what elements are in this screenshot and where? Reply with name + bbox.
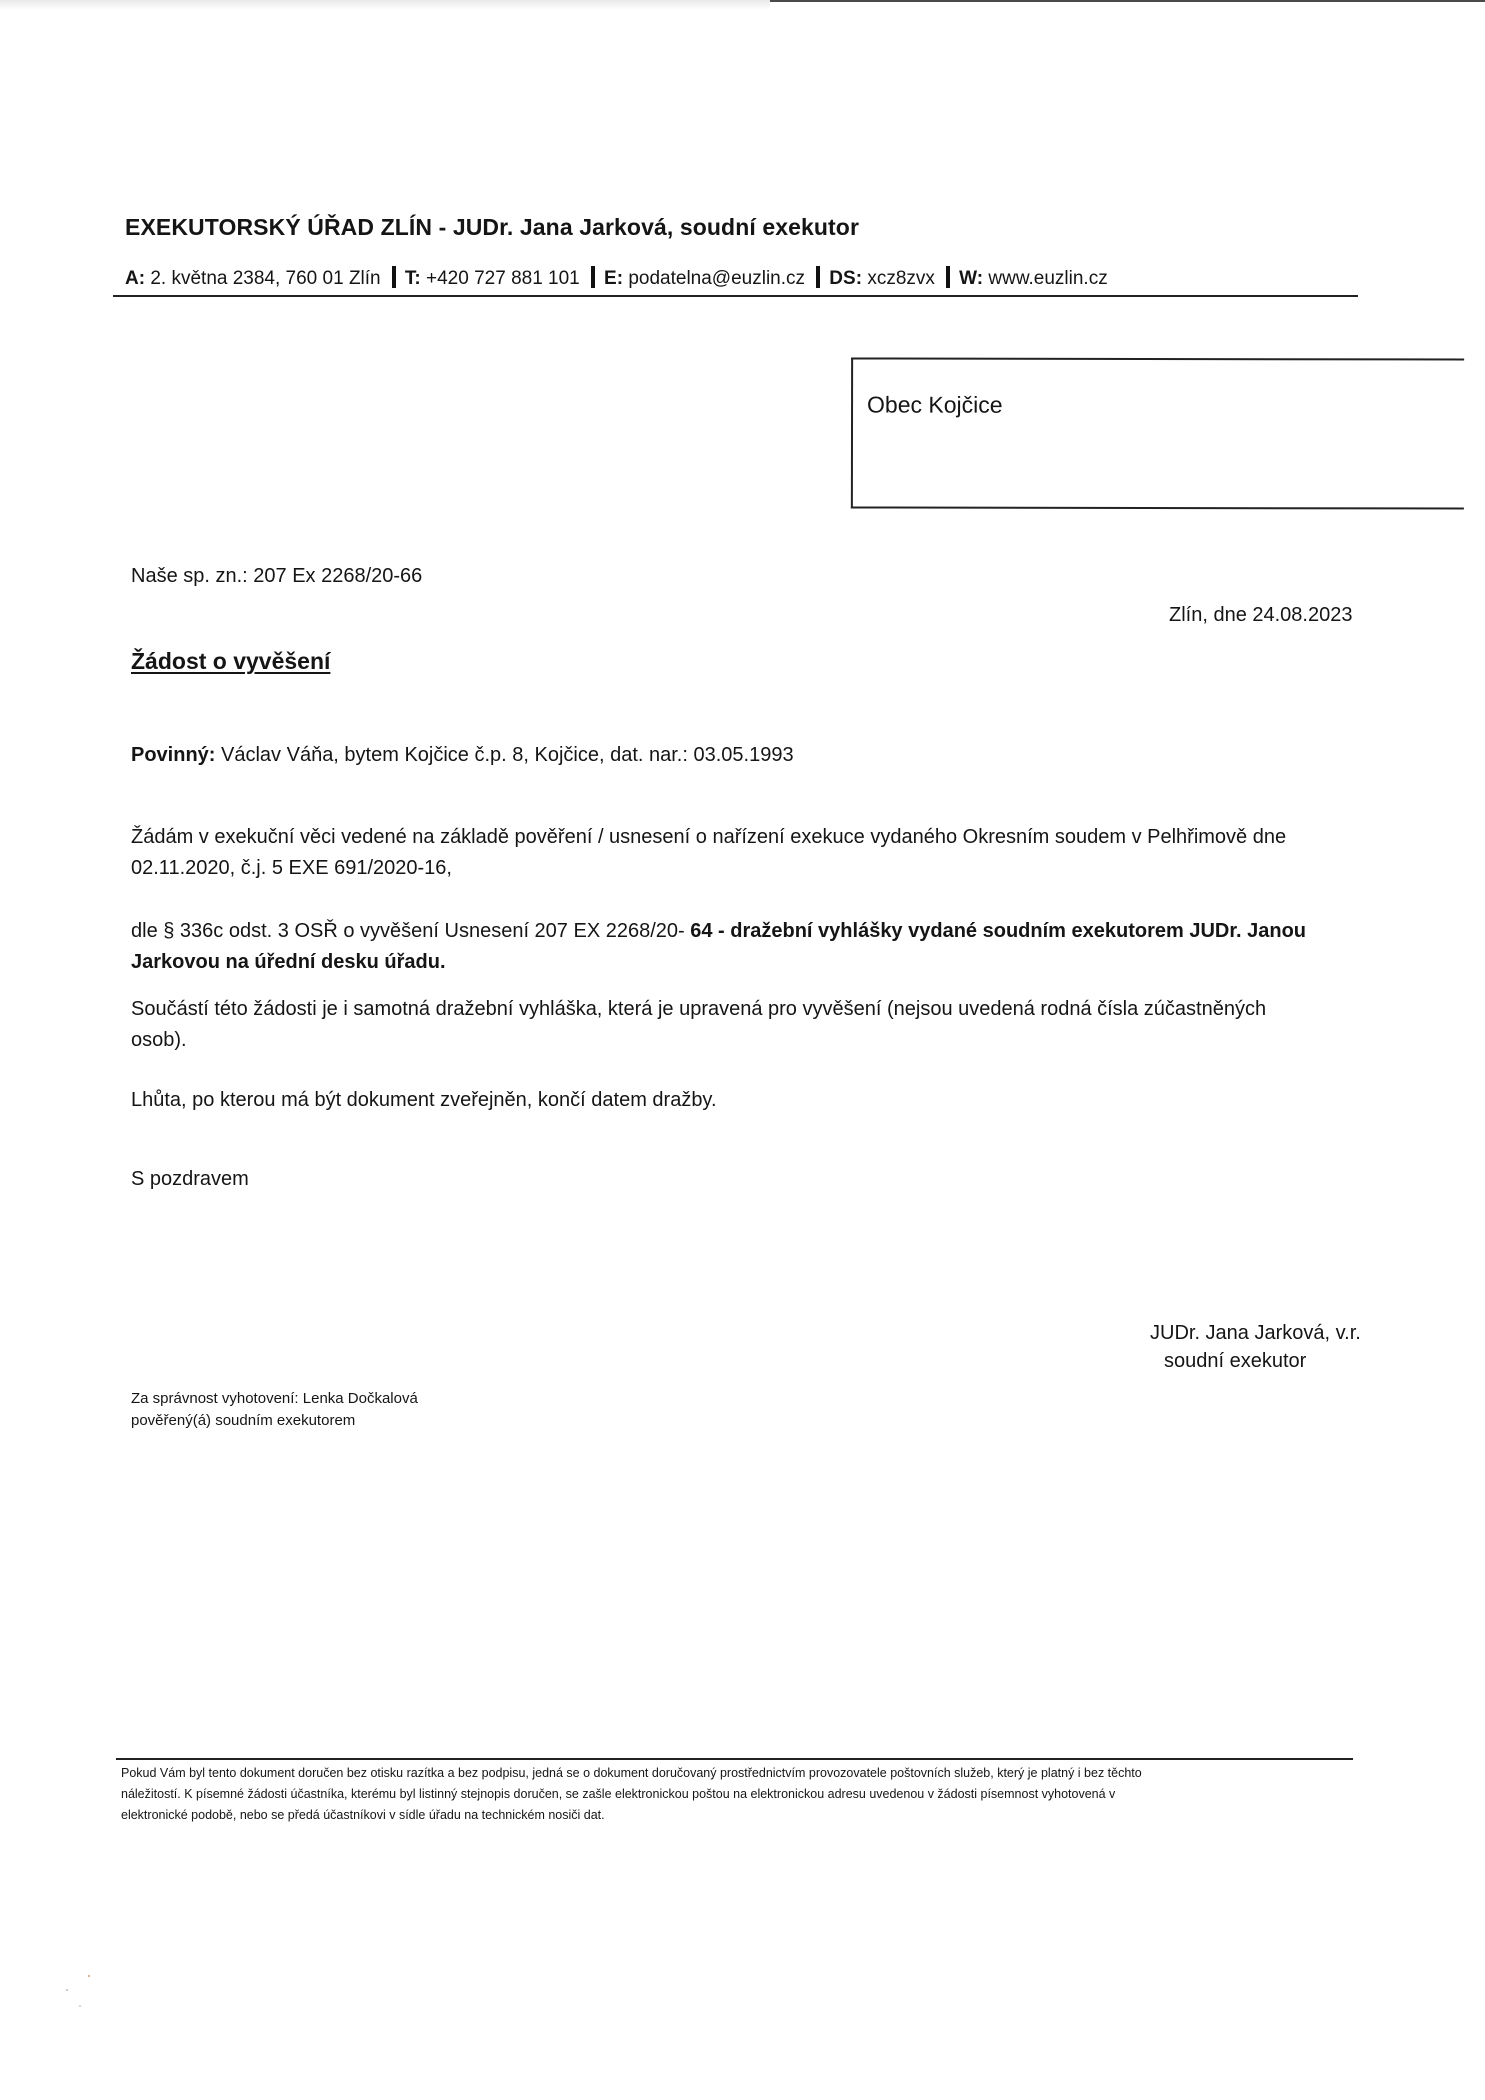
paragraph-bold-text: Jarkovou na úřední desku úřadu. — [131, 951, 446, 973]
paragraph-attachment — [131, 994, 1266, 1056]
paragraph-legal-basis — [131, 916, 1306, 978]
letterhead-divider — [113, 295, 1358, 297]
paragraph-line — [131, 916, 1306, 947]
separator-bar — [816, 266, 820, 288]
scan-top-smudge — [0, 0, 770, 10]
separator-bar — [591, 266, 595, 288]
prepared-by-line: Za správnost vyhotovení: Lenka Dočkalová — [131, 1390, 418, 1407]
address-value: 2. května 2384, 760 01 Zlín — [150, 268, 381, 289]
paragraph-line — [131, 947, 1306, 978]
letterhead-contact-line — [125, 266, 1108, 290]
footer-divider — [116, 1758, 1353, 1760]
paragraph-deadline: Lhůta, po kterou má být dokument zveřejněn, končí datem dražby. — [131, 1089, 717, 1111]
paragraph-request — [131, 822, 1286, 884]
web-value: www.euzlin.cz — [988, 268, 1108, 289]
prepared-by-line: pověřený(á) soudním exekutorem — [131, 1412, 356, 1429]
footer-line: elektronické podobě, nebo se předá účastníkovi v sídle úřadu na technickém nosiči dat. — [121, 1808, 605, 1822]
paragraph-line: osob). — [131, 1029, 187, 1051]
place-date: Zlín, dne 24.08.2023 — [1169, 604, 1353, 626]
debtor-label: Povinný: — [131, 744, 216, 766]
footer-line: náležitostí. K písemné žádosti účastníka, kterému byl listinný stejnopis doručen, se zašle elektronickou poštou na elektronickou adresu uvedenou v žádosti písemnost vyhotovená v — [121, 1787, 1116, 1801]
email-label: E: — [604, 268, 624, 289]
ds-label: DS: — [829, 268, 863, 289]
paragraph-bold-text: 64 - dražební vyhlášky vydané soudním exekutorem JUDr. Janou — [690, 920, 1307, 942]
address-label: A: — [125, 268, 146, 289]
phone-label: T: — [404, 268, 421, 289]
scan-speck — [79, 2005, 81, 2007]
signature-role: soudní exekutor — [1164, 1350, 1307, 1372]
document-subject: Žádost o vyvěšení — [131, 648, 331, 674]
reference-value: 207 Ex 2268/20-66 — [253, 565, 423, 587]
paragraph-line: 02.11.2020, č.j. 5 EXE 691/2020-16, — [131, 857, 452, 879]
reference-line — [131, 562, 422, 590]
recipient-address-box — [851, 357, 1464, 509]
signature-name: JUDr. Jana Jarková, v.r. — [1150, 1322, 1361, 1344]
paragraph-text: dle § 336c odst. 3 OSŘ o vyvěšení Usnesení 207 EX 2268/20- — [131, 920, 691, 942]
email-value: podatelna@euzlin.cz — [628, 268, 806, 289]
phone-value: +420 727 881 101 — [426, 268, 580, 289]
letterhead-title: EXEKUTORSKÝ ÚŘAD ZLÍN - JUDr. Jana Jarková, soudní exekutor — [125, 214, 859, 240]
debtor-value: Václav Váňa, bytem Kojčice č.p. 8, Kojčice, dat. nar.: 03.05.1993 — [221, 744, 794, 766]
prepared-by — [131, 1388, 418, 1432]
scan-top-edge — [770, 0, 1485, 2]
separator-bar — [946, 266, 950, 288]
separator-bar — [392, 266, 396, 288]
reference-label: Naše sp. zn.: — [131, 565, 248, 587]
debtor-line — [131, 741, 794, 769]
scan-speck — [66, 1989, 68, 1991]
ds-value: xcz8zvx — [867, 268, 935, 289]
scan-speck — [88, 1975, 90, 1977]
paragraph-line: Žádám v exekuční věci vedené na základě pověření / usnesení o nařízení exekuce vydaného Okresním soudem v Pelhřimově dne — [131, 826, 1287, 848]
paragraph-line: Součástí této žádosti je i samotná dražební vyhláška, která je upravená pro vyvěšení (nejsou uvedená rodná čísla zúčastněných — [131, 998, 1267, 1020]
web-label: W: — [959, 268, 984, 289]
recipient-name: Obec Kojčice — [867, 391, 1003, 418]
footer-line: Pokud Vám byl tento dokument doručen bez otisku razítka a bez podpisu, jedná se o dokument doručovaný prostřednictvím provozovatele poštovních služeb, který je platný i bez těchto — [121, 1766, 1142, 1780]
footer-disclaimer — [121, 1763, 1142, 1826]
greeting: S pozdravem — [131, 1168, 249, 1190]
